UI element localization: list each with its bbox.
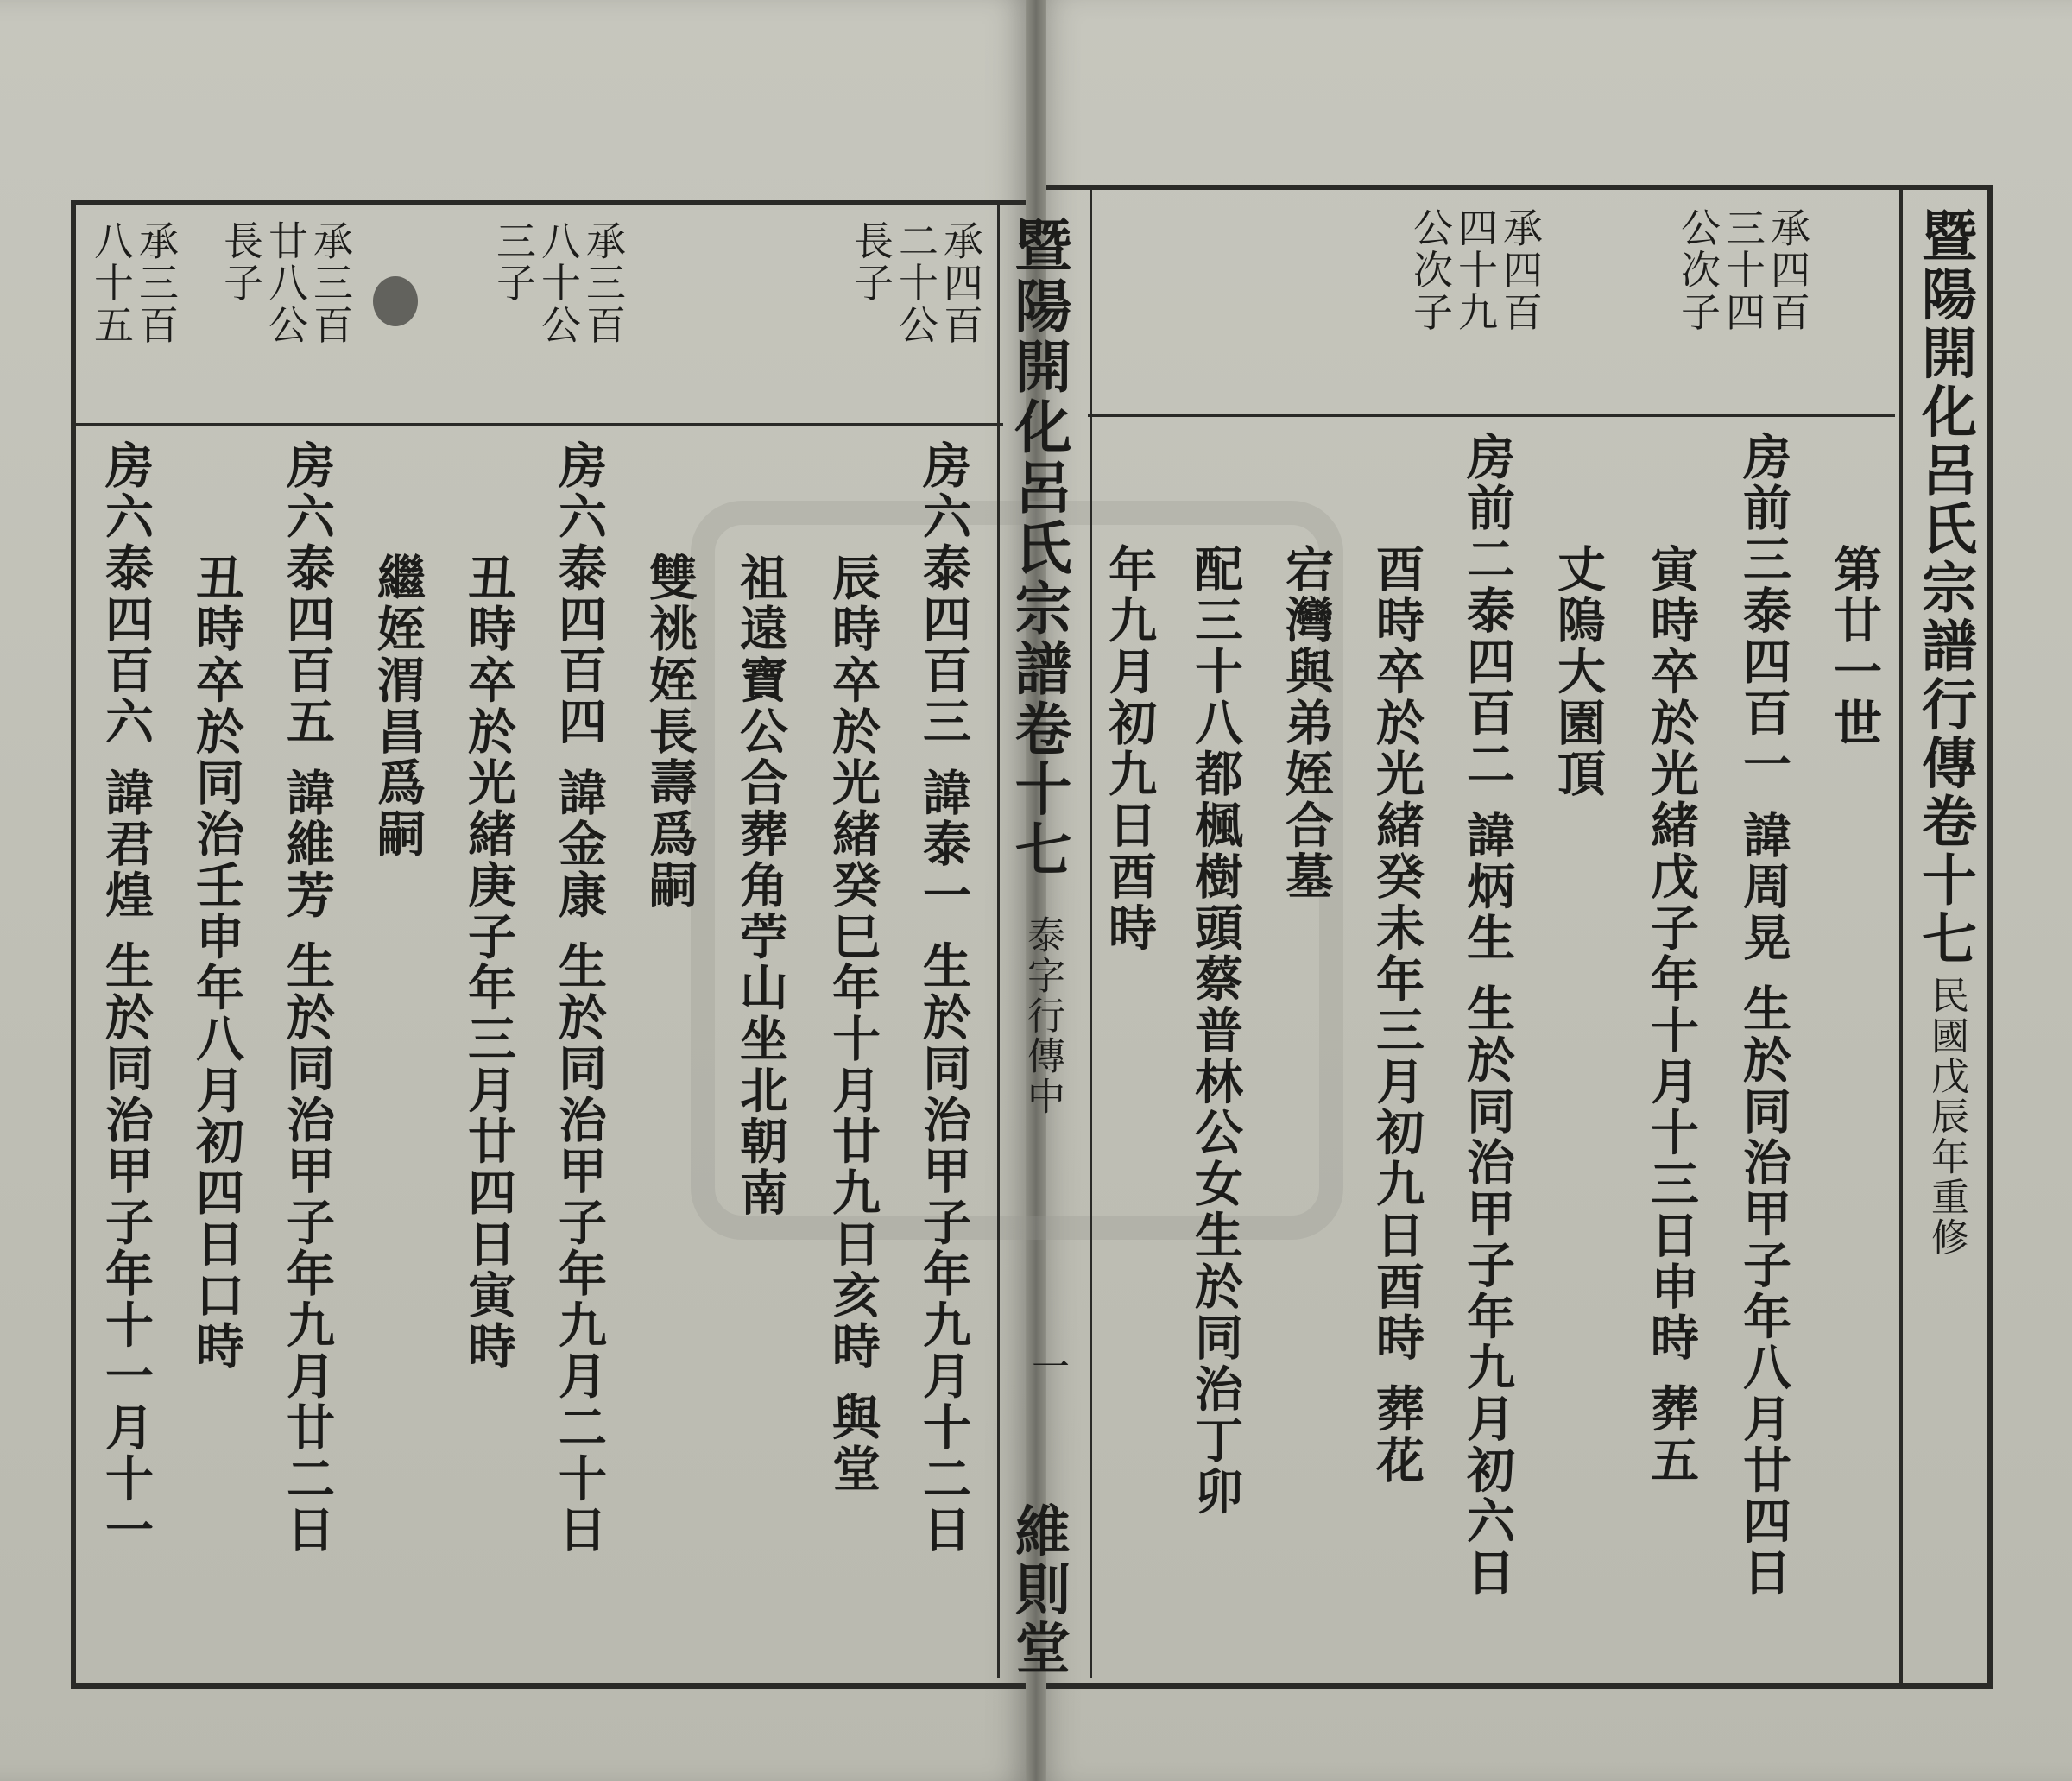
text-column: 房六泰四百三 諱泰一 生於同治甲子年九月十二日 (915, 440, 972, 1557)
page-number: 一 (1025, 1347, 1069, 1387)
top-notes-rule-left (71, 423, 1003, 426)
header-title: 暨陽開化呂氏宗譜行傳卷十七 (1912, 207, 1977, 969)
center-border-right (1090, 185, 1092, 1678)
hall-name: 維則堂 (1006, 1502, 1071, 1678)
text-column: 年九月初九日酉時 (1101, 544, 1158, 954)
text-column: 繼姪渭昌爲嗣 (370, 553, 426, 861)
text-column: 房六泰四百六 諱君煌 生於同治甲子年十一月十一 (98, 440, 155, 1557)
text-column: 寅時卒於光緒戊子年十月十三日申時 葬五 (1643, 544, 1700, 1487)
top-notes-rule-right (1088, 414, 1895, 417)
text-column: 宕灣與弟姪合墓 (1278, 544, 1335, 903)
text-column: 辰時卒於光緒癸巳年十月廿九日亥時 與堂 (824, 553, 881, 1495)
text-column: 丈隖大園頂 (1550, 544, 1607, 800)
center-title: 暨陽開化呂氏宗譜卷十七 (1005, 216, 1072, 881)
header-separator (1899, 185, 1903, 1683)
text-column: 酉時卒於光緒癸未年三月初九日酉時 葬花 (1368, 544, 1425, 1487)
center-section: 泰字行傳中 (1020, 915, 1064, 1117)
text-column: 祖遠寶公合葬角苧山坐北朝南 (732, 553, 789, 1219)
text-column: 雙祧姪長壽爲嗣 (641, 553, 698, 912)
text-column: 房六泰四百五 諱維芳 生於同治甲子年九月廿二日 (279, 440, 336, 1557)
center-border-left (997, 200, 1000, 1678)
text-column: 丑時卒於光緒庚子年三月廿四日寅時 (460, 553, 517, 1373)
text-column: 配三十八都楓樹頭蔡普林公女生於同治丁卯 (1187, 544, 1244, 1518)
header-edition: 民國戊辰年重修 (1924, 976, 1968, 1258)
text-column: 房前三泰四百一 諱周晃 生於同治甲子年八月廿四日 (1735, 432, 1792, 1599)
text-column: 丑時卒於同治壬申年八月初四日口時 (188, 553, 245, 1373)
text-column: 房六泰四百四 諱金康 生於同治甲子年九月二十日 (551, 440, 608, 1557)
text-column: 房前二泰四百二 諱炳生 生於同治甲子年九月初六日 (1459, 432, 1516, 1599)
text-column: 第廿一世 (1826, 544, 1883, 749)
